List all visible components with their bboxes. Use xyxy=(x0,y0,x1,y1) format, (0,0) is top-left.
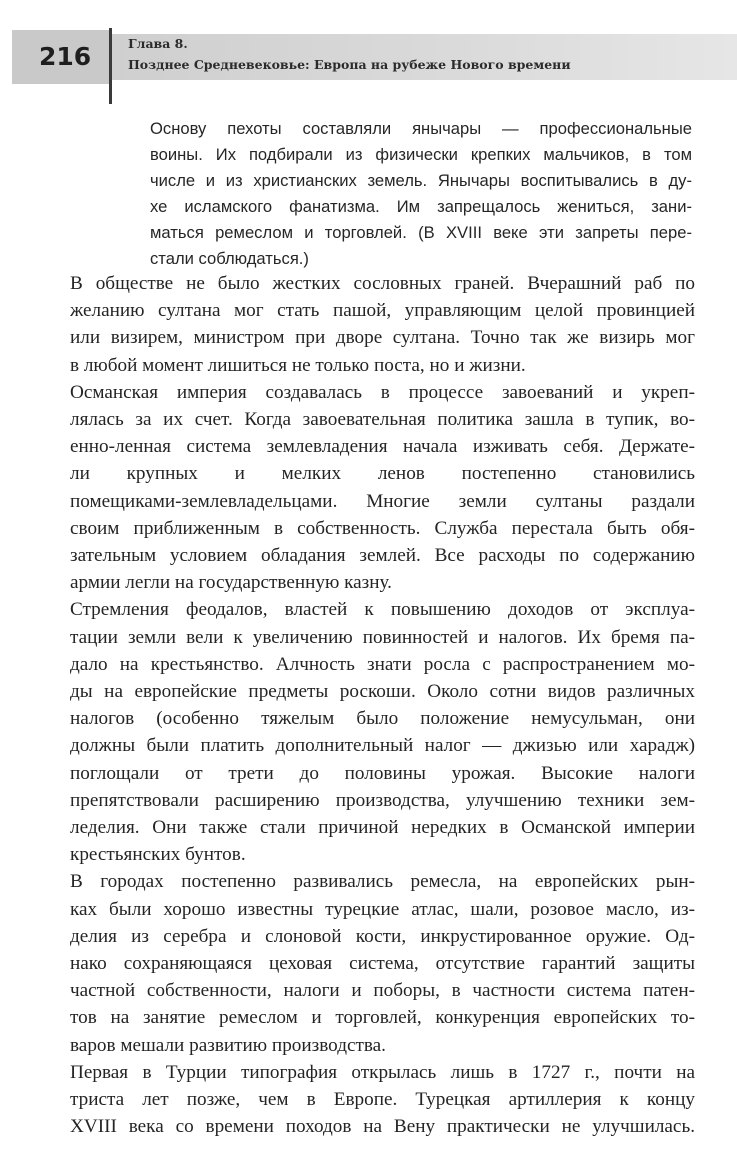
text-line: помещиками-землевладельцами. Многие земли султаны раздали xyxy=(70,490,695,512)
text-line: должны были платить дополнительный налог — джизью или харадж) xyxy=(70,735,695,757)
text-line: частной собственности, налоги и поборы, в частности система патен- xyxy=(70,980,695,1002)
text-line: или визирем, министром при дворе султана. Точно так же визирь мог xyxy=(70,327,695,349)
text-line: ды на европейские предметы роскоши. Около сотни видов различных xyxy=(70,681,695,703)
text-line: поглощали от трети до половины урожая. Высокие налоги xyxy=(70,762,695,784)
text-line: тов на занятие ремеслом и торговлей, конкуренция европейских то- xyxy=(70,1007,695,1029)
text-line: В городах постепенно развивались ремесла, на европейских рын- xyxy=(70,871,695,893)
text-line: Первая в Турции типография открылась лишь в 1727 г., почти на xyxy=(70,1061,695,1083)
text-line: нако сохраняющаяся цеховая система, отсутствие гарантий защиты xyxy=(70,953,695,975)
text-line: желанию султана мог стать пашой, управляющим целой провинцией xyxy=(70,300,695,322)
text-line: препятствовали расширению производства, улучшению техники зем- xyxy=(70,789,695,811)
text-line: ках были хорошо известны турецкие атлас, шали, розовое масло, из- xyxy=(70,898,695,920)
text-line: налогов (особенно тяжелым было положение немусульман, они xyxy=(70,708,695,730)
paragraph-social-structure xyxy=(70,270,695,379)
text-line: крестьянских бунтов. xyxy=(70,844,246,866)
note-line: Основу пехоты составляли янычары — профессиональные xyxy=(150,119,692,138)
text-line: делия из серебра и слоновой кости, инкрустированное оружие. Од- xyxy=(70,925,695,947)
text-line: зательным условием обладания землей. Все расходы по содержанию xyxy=(70,545,695,567)
page-header xyxy=(0,0,737,104)
page-number: 216 xyxy=(12,30,110,84)
text-line: своим приближенным в собственность. Служба перестала быть обя- xyxy=(70,517,695,539)
note-line: числе и из христианских земель. Янычары воспитывались в ду- xyxy=(150,171,692,190)
text-line: XVIII века со времени походов на Вену практически не улучшилась. xyxy=(70,1116,695,1138)
text-line: в любой момент лишиться не только поста, но и жизни. xyxy=(70,354,526,376)
text-line: тации земли вели к увеличению повинностей и налогов. Их бремя па- xyxy=(70,626,695,648)
paragraph-printing xyxy=(70,1059,695,1141)
note-line: воины. Их подбирали из физически крепких мальчиков, в том xyxy=(150,145,692,164)
note-line: стали соблюдаться.) xyxy=(150,249,309,268)
text-line: триста лет позже, чем в Европе. Турецкая артиллерия к концу xyxy=(70,1089,695,1111)
text-line: армии легли на государственную казну. xyxy=(70,572,392,594)
main-text xyxy=(70,270,695,1141)
header-divider xyxy=(109,28,112,104)
text-line: леделия. Они также стали причиной нередких в Османской империи xyxy=(70,817,695,839)
text-line: Стремления феодалов, властей к повышению доходов от эксплуа- xyxy=(70,599,695,621)
janissary-note xyxy=(150,116,692,272)
text-line: ли крупных и мелких ленов постепенно становились xyxy=(70,463,695,485)
paragraph-crafts xyxy=(70,868,695,1058)
text-line: лялась за их счет. Когда завоевательная политика зашла в тупик, во- xyxy=(70,409,695,431)
text-line: дало на крестьянство. Алчность знати росла с распространением мо- xyxy=(70,653,695,675)
paragraph-taxes xyxy=(70,596,695,868)
text-line: Османская империя создавалась в процессе завоеваний и укреп- xyxy=(70,381,695,403)
text-line: В обществе не было жестких сословных граней. Вчерашний раб по xyxy=(70,273,695,294)
chapter-title: Позднее Средневековье: Европа на рубеже Нового времени xyxy=(128,57,571,72)
paragraph-land-tenure xyxy=(70,379,695,597)
chapter-label: Глава 8. xyxy=(128,36,188,51)
text-line: енно-ленная система землевладения начала изживать себя. Держате- xyxy=(70,436,695,458)
note-line: маться ремеслом и торговлей. (В XVIII веке эти запреты пере- xyxy=(150,223,692,242)
text-line: варов мешали развитию производства. xyxy=(70,1034,386,1056)
note-line: хе исламского фанатизма. Им запрещалось жениться, зани- xyxy=(150,197,692,216)
